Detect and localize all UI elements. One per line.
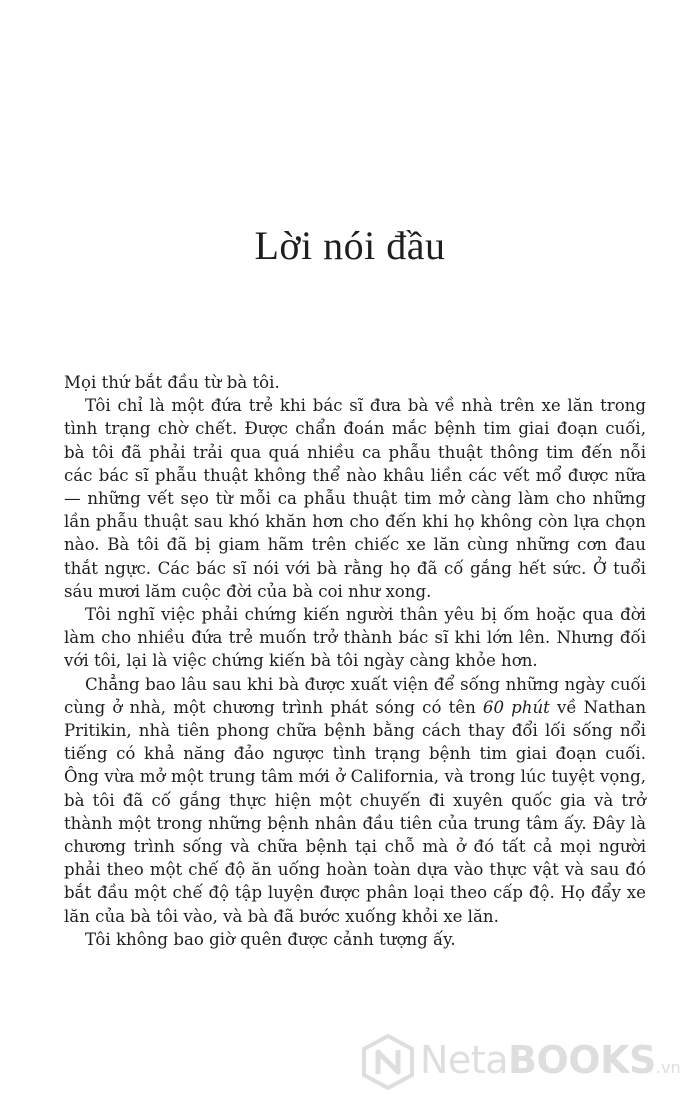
watermark-text [420,1038,681,1082]
watermark-brand-light: Neta [420,1038,508,1082]
page-title: Lời nói đầu [254,223,446,268]
program-title-italic: 60 phút [482,697,550,717]
watermark-brand-suffix: .vn [655,1058,681,1077]
paragraph-text: về Nathan Pritikin, nhà tiên phong chữa bệnh bằng cách thay đổi lối sống nổi tiếng có khả năng đảo ngược tình trạng bệnh tim giai đoạn cuối. Ông vừa mở một trung tâm mới ở California, và trong lúc tuyệt vọng, bà tôi đã cố gắng thực hiện một chuyến đi xuyên quốc gia và trở thành một trong những bệnh nhân đầu tiên của trung tâm ấy. Đây là chương trình sống và chữa bệnh tại chỗ mà ở đó tất cả mọi người phải theo một chế độ ăn uống hoàn toàn dựa vào thực vật và sau đó bắt đầu một chế độ tập luyện được phân loại theo cấp độ. Họ đẩy xe lăn của bà tôi vào, và bà đã bước xuống khỏi xe lăn. [64,697,647,926]
watermark-brand-bold: BOOKS [508,1038,656,1082]
paragraph: Tôi không bao giờ quên được cảnh tượng ấy. [85,929,456,949]
netabooks-logo-icon [362,1034,414,1090]
paragraph [64,673,646,928]
paragraph: Mọi thứ bắt đầu từ bà tôi. [64,373,280,392]
paragraph: Tôi chỉ là một đứa trẻ khi bác sĩ đưa bà về nhà trên xe lăn trong tình trạng chờ chết. Được chẩn đoán mắc bệnh tim giai đoạn cuối, bà tôi đã phải trải qua quá nhiều ca phẫu thuật thông tim đến nỗi các bác sĩ phẫu thuật không thể nào khâu liền các vết mổ được nữa — những vết sẹo từ mỗi ca phẫu thuật tim mở càng làm cho những lần phẫu thuật sau khó khăn hơn cho đến khi họ không còn lựa chọn nào. Bà tôi đã bị giam hãm trên chiếc xe lăn cùng những cơn đau thắt ngực. Các bác sĩ nói với bà rằng họ đã cố gắng hết sức. Ở tuổi sáu mươi lăm cuộc đời của bà coi như xong. [64,396,646,601]
watermark [362,1032,682,1092]
paragraph-text: Chẳng bao lâu sau khi bà được xuất viện để sống những ngày cuối cùng ở nhà, một chương trình phát sóng có tên [64,674,646,717]
paragraph: Tôi nghĩ việc phải chứng kiến người thân yêu bị ốm hoặc qua đời làm cho nhiều đứa trẻ muốn trở thành bác sĩ khi lớn lên. Nhưng đối với tôi, lại là việc chứng kiến bà tôi ngày càng khỏe hơn. [64,605,646,671]
body-text [64,371,646,951]
